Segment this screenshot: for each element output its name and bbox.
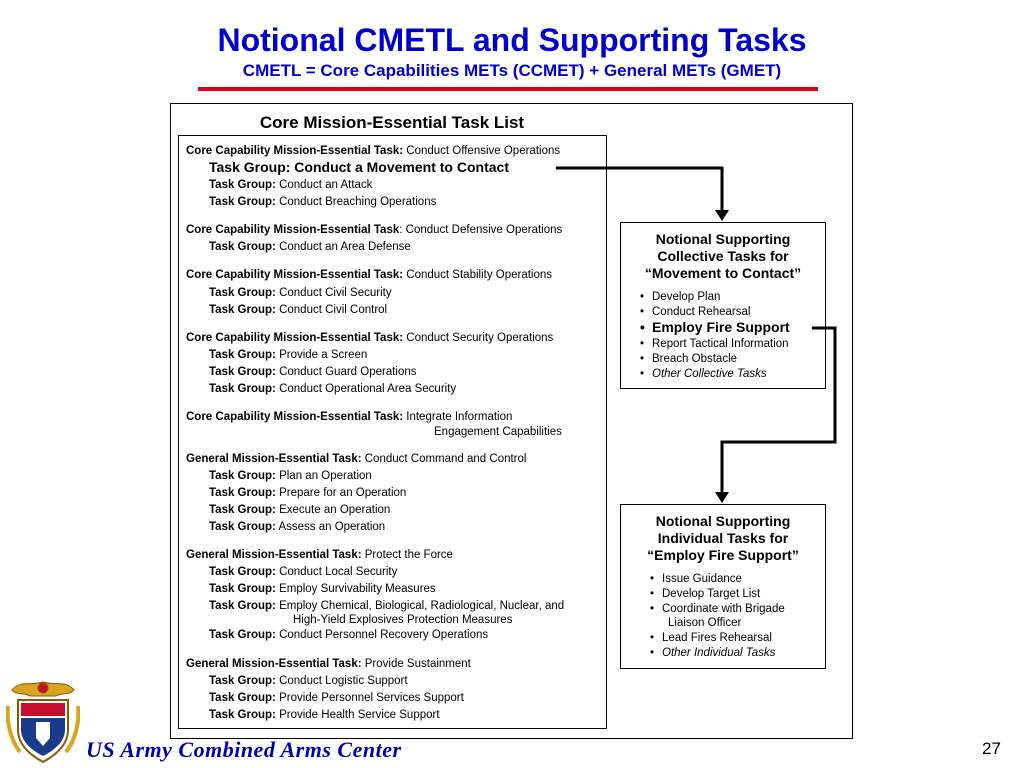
collective-task-item: • Report Tactical Information — [640, 338, 789, 350]
task-line: Task Group: Prepare for an Operation — [209, 487, 407, 499]
task-line: General Mission-Essential Task: Protect the Force — [186, 549, 453, 561]
page-number: 27 — [982, 739, 1001, 758]
task-line: General Mission-Essential Task: Conduct Command and Control — [186, 453, 527, 465]
task-line: Task Group: Plan an Operation — [209, 470, 372, 482]
task-line: Task Group: Conduct Civil Control — [209, 304, 388, 316]
collective-task-item: • Breach Obstacle — [640, 353, 738, 365]
task-line: Task Group: Conduct an Attack — [209, 179, 373, 191]
task-line-continuation: High-Yield Explosives Protection Measures — [293, 614, 513, 626]
task-line: Task Group: Conduct Operational Area Security — [209, 383, 457, 395]
connector-employ-fire-support — [722, 328, 835, 494]
task-line-continuation: Engagement Capabilities — [434, 426, 562, 438]
collective-task-item: • Conduct Rehearsal — [640, 306, 751, 318]
arrowhead-down-icon — [715, 492, 729, 503]
individual-task-item: • Lead Fires Rehearsal — [650, 632, 772, 644]
collective-task-item: • Other Collective Tasks — [640, 368, 767, 380]
arrowhead-down-icon — [715, 210, 729, 221]
collective-tasks-title: Notional Supporting Collective Tasks for “Movement to Contact” — [644, 231, 802, 281]
task-line: Core Capability Mission-Essential Task: Conduct Stability Operations — [186, 269, 553, 281]
individual-task-item: • Develop Target List — [650, 588, 761, 600]
task-line: Task Group: Provide Personnel Services Support — [209, 692, 464, 704]
slide-title: Notional CMETL and Supporting Tasks — [217, 22, 807, 58]
task-line: Task Group: Conduct Local Security — [209, 566, 398, 578]
task-line: Task Group: Conduct Civil Security — [209, 287, 392, 299]
task-group-highlight: Task Group: Conduct a Movement to Contact — [209, 159, 509, 175]
task-line: Task Group: Provide a Screen — [209, 349, 368, 361]
task-line: Task Group: Conduct Breaching Operations — [209, 196, 437, 208]
collective-task-highlight: • Employ Fire Support — [640, 319, 790, 335]
individual-task-item: • Issue Guidance — [650, 573, 742, 585]
task-line: Task Group: Assess an Operation — [209, 521, 386, 533]
task-line: Task Group: Employ Chemical, Biological, Radiological, Nuclear, and — [209, 600, 565, 612]
connector-movement-to-contact — [556, 168, 722, 212]
task-line: Core Capability Mission-Essential Task: Conduct Offensive Operations — [186, 145, 561, 157]
task-line: Task Group: Conduct Personnel Recovery Operations — [209, 629, 489, 641]
task-line: Task Group: Conduct an Area Defense — [209, 241, 411, 253]
task-line: Task Group: Provide Health Service Support — [209, 709, 440, 721]
collective-task-item: • Develop Plan — [640, 291, 721, 303]
task-line: Core Capability Mission-Essential Task: Conduct Defensive Operations — [186, 224, 563, 236]
task-line: Task Group: Conduct Logistic Support — [209, 675, 408, 687]
task-line: Task Group: Conduct Guard Operations — [209, 366, 417, 378]
individual-task-continuation: Liaison Officer — [668, 617, 742, 629]
army-combined-arms-center-emblem-icon — [6, 676, 80, 764]
task-line: Core Capability Mission-Essential Task: Integrate Information — [186, 411, 513, 423]
footer-organization: US Army Combined Arms Center — [86, 737, 402, 762]
task-line: Task Group: Employ Survivability Measures — [209, 583, 436, 595]
task-line: Core Capability Mission-Essential Task: Conduct Security Operations — [186, 332, 554, 344]
individual-tasks-title: Notional Supporting Individual Tasks for “Employ Fire Support” — [647, 513, 799, 563]
task-line: General Mission-Essential Task: Provide Sustainment — [186, 658, 471, 670]
individual-task-item: • Coordinate with Brigade — [650, 603, 785, 615]
cmetl-title: Core Mission-Essential Task List — [259, 113, 525, 132]
task-line: Task Group: Execute an Operation — [209, 504, 391, 516]
slide-subtitle: CMETL = Core Capabilities METs (CCMET) + General METs (GMET) — [242, 61, 782, 80]
individual-task-item: • Other Individual Tasks — [650, 647, 776, 659]
